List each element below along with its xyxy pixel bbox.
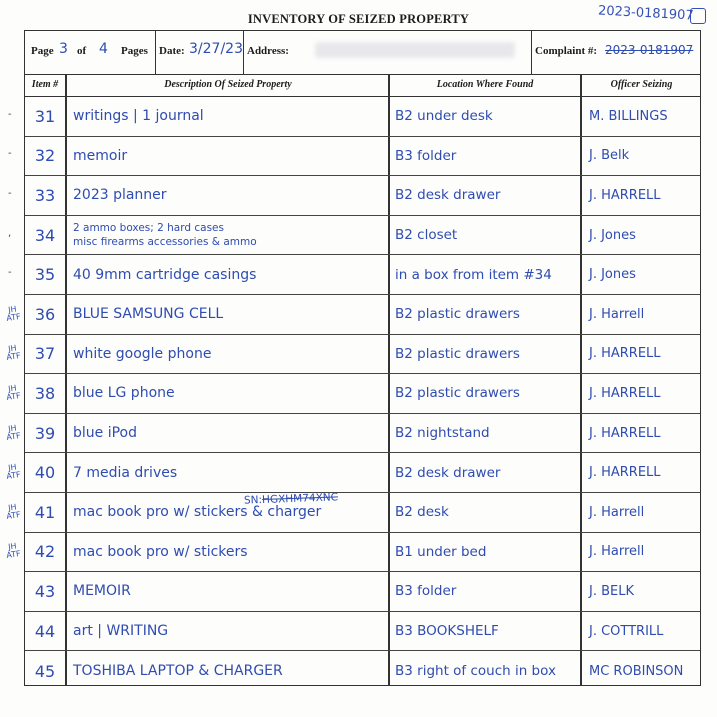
of-label: of (77, 45, 87, 57)
officer-seizing: J. Jones (589, 267, 636, 283)
table-row (25, 493, 700, 533)
handwritten-case-number: 2023-0181907 (597, 3, 694, 24)
officer-seizing: J. Harrell (589, 306, 645, 322)
page-number: 3 (59, 41, 68, 57)
serial-number-note: SN:HGXHM74XNC (243, 491, 339, 507)
margin-tick: - (8, 188, 12, 199)
table-row (25, 414, 700, 454)
item-number: 34 (34, 225, 56, 245)
item-number: 44 (34, 621, 56, 641)
table-row (25, 335, 700, 375)
item-description: blue LG phone (73, 385, 175, 402)
form-header (25, 31, 700, 75)
item-description: writings | 1 journal (73, 108, 204, 125)
margin-initials: JH ATF (5, 304, 22, 323)
table-row (25, 216, 700, 256)
location-found: B3 right of couch in box (395, 663, 556, 680)
complaint-value: 2023-0181907 (605, 43, 694, 57)
officer-seizing: J. HARRELL (589, 187, 661, 203)
table-row (25, 374, 700, 414)
item-description: 40 9mm cartridge casings (73, 266, 257, 283)
item-number: 40 (34, 463, 56, 483)
location-found: B2 desk drawer (395, 464, 501, 481)
table-row (25, 97, 700, 137)
form-title: INVENTORY OF SEIZED PROPERTY (247, 12, 470, 26)
officer-seizing: J. HARRELL (589, 425, 661, 441)
table-row (25, 651, 700, 691)
item-description: white google phone (73, 345, 212, 362)
item-description: TOSHIBA LAPTOP & CHARGER (73, 663, 283, 680)
location-found: B2 plastic drawers (395, 345, 520, 362)
table-row (25, 572, 700, 612)
item-number: 35 (34, 265, 56, 285)
item-description: blue iPod (73, 425, 137, 442)
table-row (25, 295, 700, 335)
margin-tick: - (8, 267, 12, 279)
item-description: 2023 planner (73, 187, 167, 204)
location-found: B2 under desk (395, 108, 493, 125)
item-number: 37 (34, 344, 56, 364)
item-number: 41 (34, 502, 56, 522)
date-value: 3/27/23 (189, 41, 243, 57)
officer-seizing: J. HARRELL (589, 346, 661, 362)
officer-seizing: J. COTTRILL (589, 623, 664, 639)
expand-icon[interactable] (690, 8, 706, 24)
officer-seizing: J. Harrell (589, 544, 645, 560)
table-row (25, 137, 700, 177)
table-row (25, 255, 700, 295)
location-found: B2 plastic drawers (395, 306, 520, 323)
margin-initials: JH ATF (5, 383, 22, 402)
margin-initials: JH ATF (5, 541, 22, 561)
margin-tick: - (8, 148, 12, 160)
item-number: 33 (34, 185, 56, 205)
redacted-address (315, 42, 515, 58)
margin-initials: JH ATF (5, 423, 22, 442)
margin-initials: JH ATF (5, 502, 22, 521)
location-found: B2 desk (395, 504, 449, 521)
officer-seizing: M. BILLINGS (589, 108, 668, 124)
inventory-form (24, 30, 701, 686)
location-found: in a box from item #34 (395, 266, 552, 283)
item-description: MEMOIR (73, 583, 131, 600)
officer-seizing: MC ROBINSON (589, 663, 684, 679)
location-found: B1 under bed (395, 543, 487, 560)
location-found: B2 desk drawer (395, 187, 501, 204)
officer-seizing: J. HARRELL (589, 465, 661, 481)
total-pages: 4 (99, 41, 108, 57)
margin-initials: JH ATF (5, 343, 22, 363)
item-number: 36 (34, 304, 56, 324)
table-row (25, 612, 700, 652)
location-found: B2 closet (395, 227, 458, 244)
location-found: B2 nightstand (395, 425, 490, 442)
table-row (25, 453, 700, 493)
item-number: 39 (34, 423, 56, 443)
column-officer: Officer Seizing (610, 79, 673, 90)
location-found: B3 folder (395, 147, 457, 164)
column-description: Description Of Seized Property (164, 79, 292, 90)
inventory-rows (25, 97, 700, 685)
description-line-1: 2 ammo boxes; 2 hard cases (73, 222, 224, 235)
officer-seizing: J. BELK (589, 583, 634, 599)
location-found: B3 BOOKSHELF (395, 623, 499, 640)
item-description: art | WRITING (73, 623, 169, 640)
item-number: 38 (34, 383, 56, 403)
column-item: Item # (31, 79, 59, 90)
item-description: mac book pro w/ stickers & charger (73, 504, 322, 521)
table-row (25, 533, 700, 573)
location-found: B3 folder (395, 583, 457, 600)
column-location: Location Where Found (436, 79, 534, 90)
item-number: 43 (34, 581, 56, 601)
table-row (25, 176, 700, 216)
margin-tick: , (8, 227, 12, 239)
item-description: 7 media drives (73, 464, 178, 481)
officer-seizing: J. HARRELL (589, 385, 661, 401)
item-number: 42 (34, 542, 56, 562)
officer-seizing: J. Harrell (589, 504, 645, 520)
officer-seizing: J. Jones (589, 227, 636, 243)
item-description (69, 216, 391, 255)
margin-tick: - (8, 108, 12, 120)
margin-initials: JH ATF (5, 462, 22, 482)
item-number: 31 (34, 106, 56, 126)
item-description: BLUE SAMSUNG CELL (73, 306, 224, 323)
pages-label: Pages (121, 45, 148, 57)
complaint-label: Complaint #: (535, 45, 598, 57)
description-line-2: misc firearms accessories & ammo (73, 236, 257, 249)
officer-seizing: J. Belk (589, 148, 630, 164)
item-number: 45 (34, 661, 56, 681)
location-found: B2 plastic drawers (395, 385, 520, 402)
address-label: Address: (247, 45, 289, 57)
column-headers (25, 75, 700, 97)
item-description: mac book pro w/ stickers (73, 543, 248, 560)
item-description: memoir (73, 147, 128, 164)
item-number: 32 (34, 146, 56, 166)
page-label: Page (31, 45, 54, 57)
date-label: Date: (159, 45, 185, 57)
